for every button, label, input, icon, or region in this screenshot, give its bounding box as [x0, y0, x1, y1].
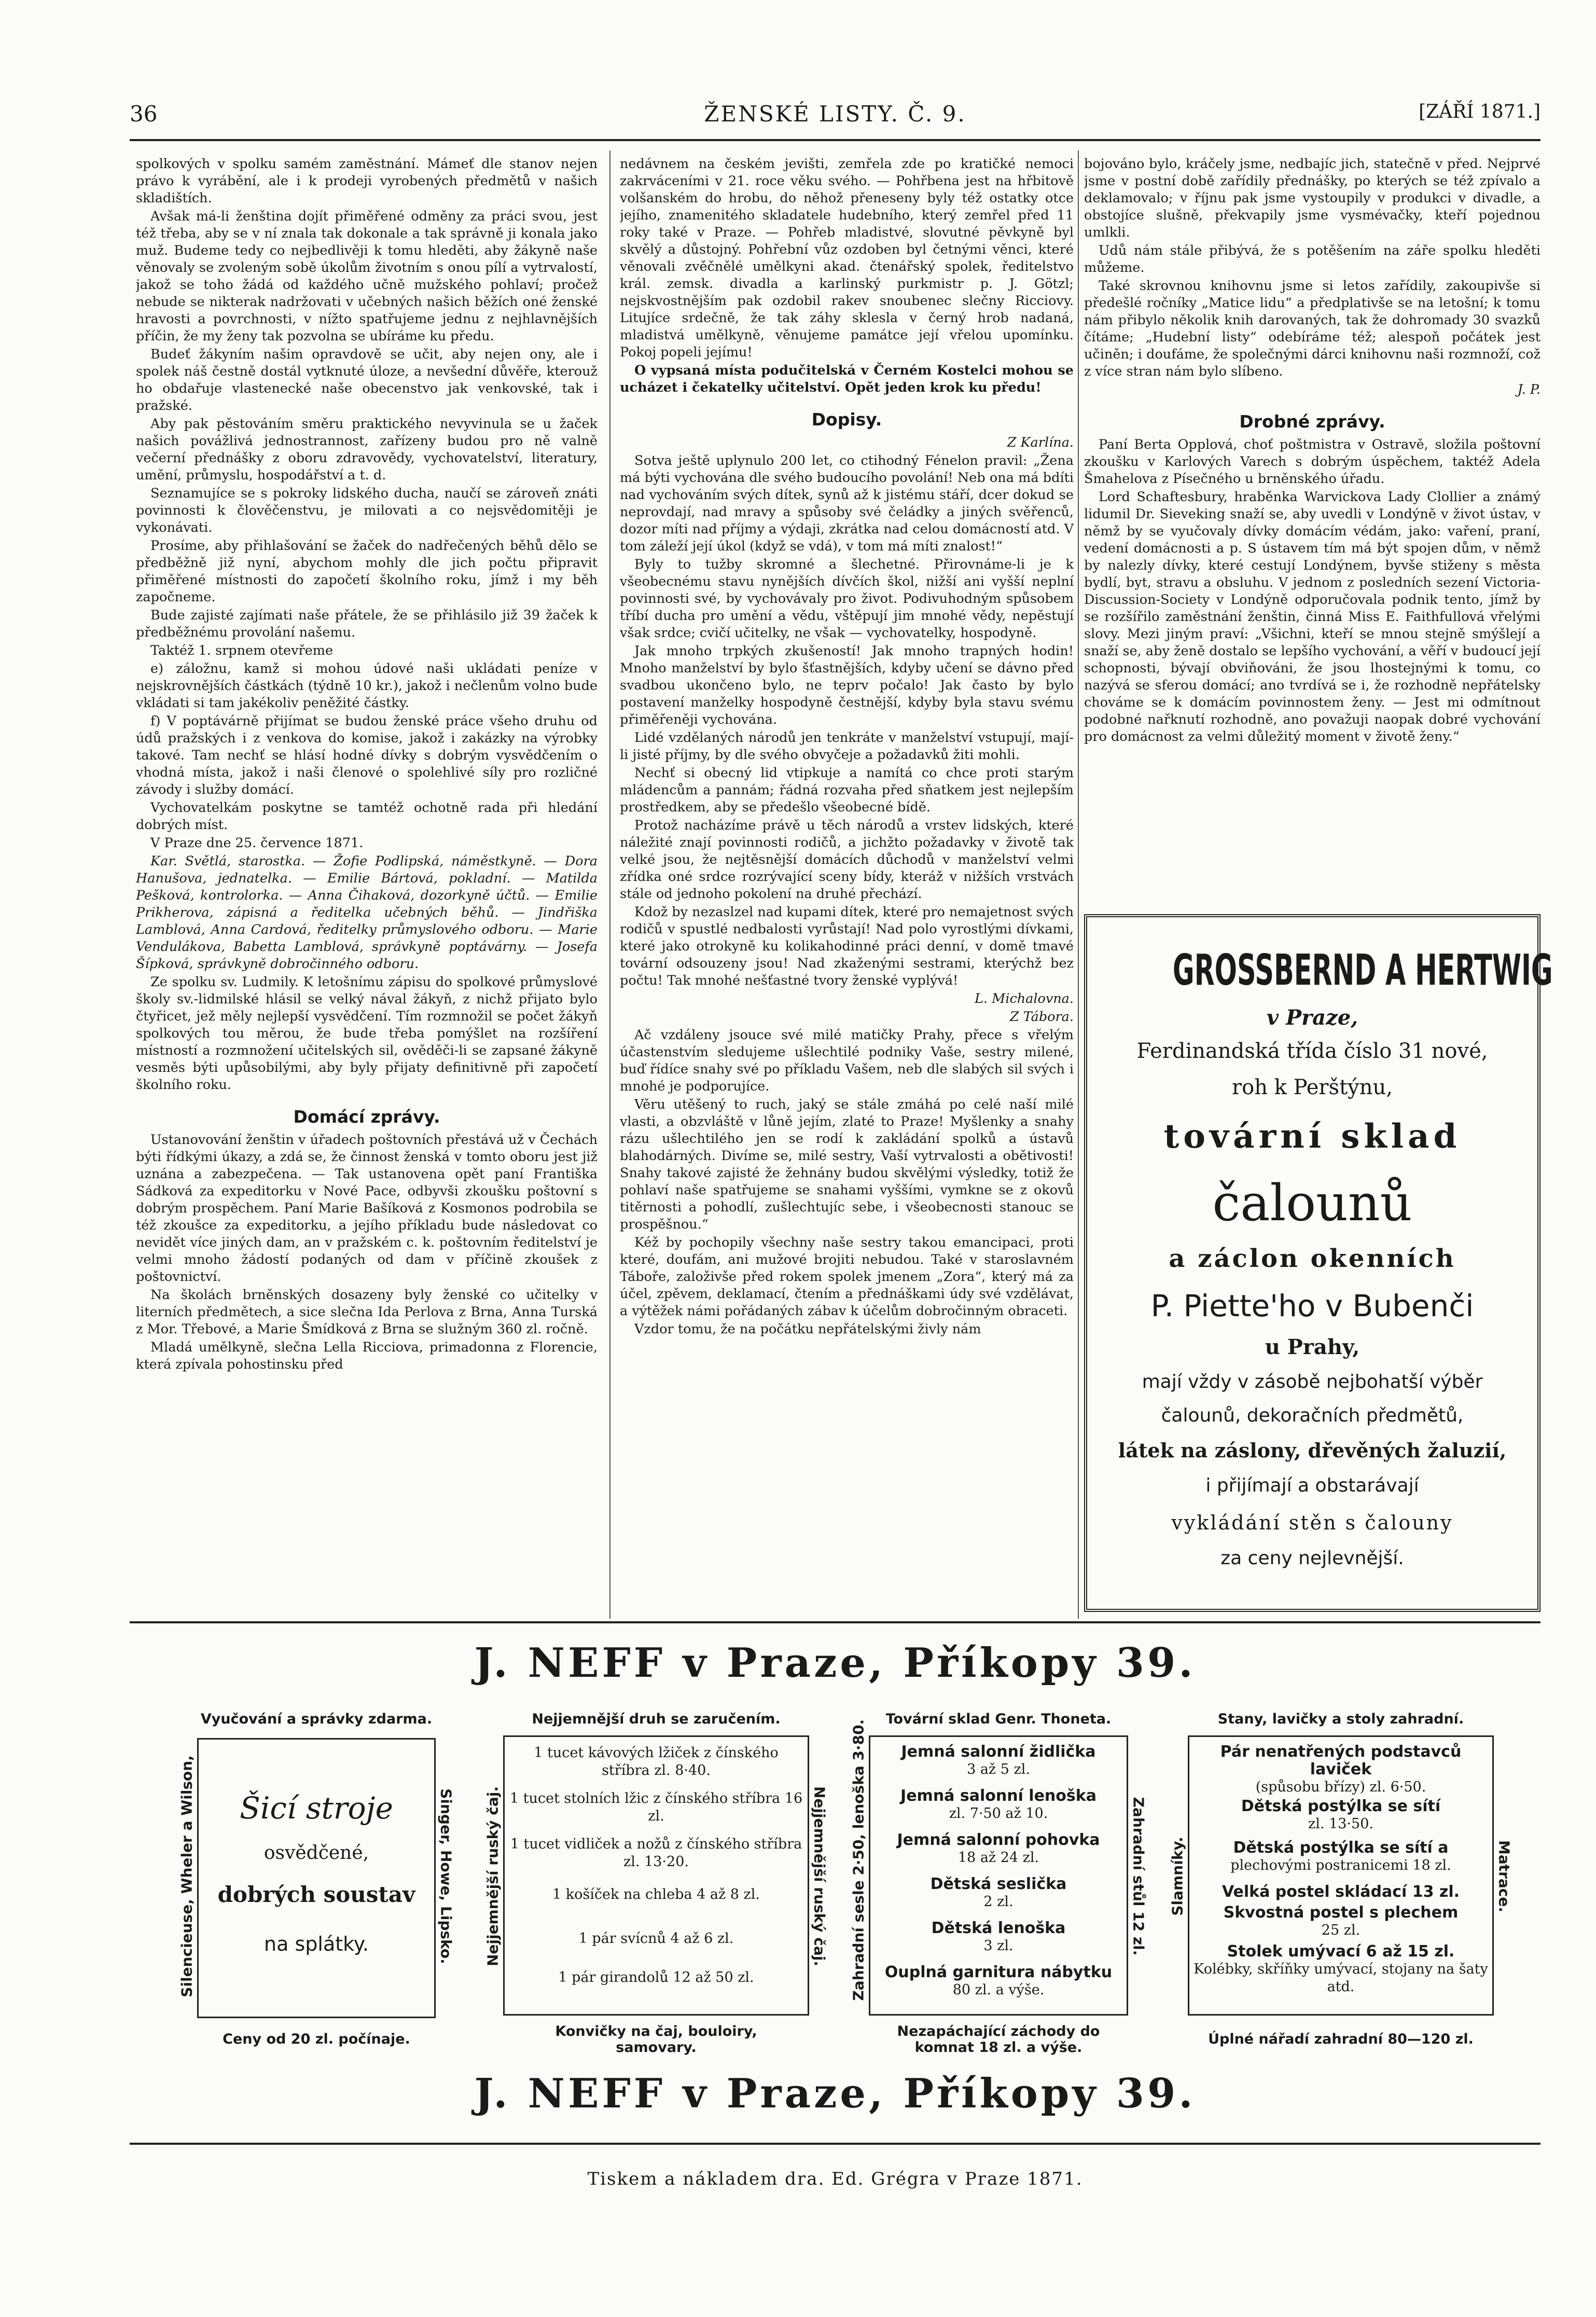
item-name: Dětská postýlka se sítí a — [1233, 1839, 1449, 1857]
item-price: 2 zl. — [983, 1894, 1014, 1910]
ad-line: za ceny nejlevnější. — [1220, 1548, 1404, 1569]
box-caption: Tovární sklad Genr. Thoneta. — [885, 1711, 1112, 1727]
letter-paragraph: Sotva ještě uplynulo 200 let, co ctihodný Fénelon pravil: „Žena má býti vychována dle svého budoucího povolání! Neb ona má bdíti nad vychováním svých dítek, synů až k jistému stáří, dcer dokud se neprovdají, nad mravy a spůsoby své čeládky a jiných svěřenců, dozor míti nad příjmy a výdaji, zkrátka nad celou domácností atd. V tom záleží její úkol (když se vdá), v tom má míti znalost!“ — [620, 453, 1074, 554]
box-line: osvědčené, — [263, 1842, 369, 1864]
box-caption: Ceny od 20 zl. počínaje. — [223, 2031, 410, 2047]
box-item: 1 tucet vidliček a nožů z čínského stříbra zl. 13·20. — [510, 1836, 802, 1870]
vertical-label: Zahradní stůl 12 zl. — [1130, 1797, 1147, 1956]
letter-paragraph: Kdož by nezaslzel nad kupami dítek, které pro nemajetnost svých rodičů v spustlé nedbalosti vyrůstají! Nad polo vyrostlými dívkami, které jako otrokyně ku kolikahodinné práci denní, v domě tmavé tovární odsouzeny jsou! Nad zkaženými sestrami, kterýchž bez počtu! Tak mnohé nešťastné tvory ženské vyplývá! — [620, 904, 1074, 988]
letter-signature: J. P. — [1517, 382, 1541, 397]
vertical-label: Matrace. — [1495, 1840, 1513, 1913]
page-title: ŽENSKÉ LISTY. Č. 9. — [704, 101, 966, 127]
box-item: 1 košíček na chleba 4 až 8 zl. — [552, 1886, 760, 1902]
item-price: zl. 7·50 až 10. — [949, 1805, 1048, 1822]
issue-date: [ZÁŘÍ 1871.] — [1419, 101, 1541, 122]
ad-city: v Praze, — [1266, 1005, 1358, 1030]
ad-line: látek na záslony, dřevěných žaluzií, — [1118, 1439, 1507, 1462]
ad-line: čalounů, dekoračních předmětů, — [1161, 1405, 1464, 1426]
column-1 — [136, 156, 598, 1613]
letter-signature: L. Michalovna. — [975, 991, 1074, 1006]
page-header — [130, 101, 1541, 132]
article-paragraph: O vypsaná místa podučitelská v Černém Kostelci mohou se ucházet i čekatelky učitelství. Opět jeden krok ku předu! — [620, 363, 1074, 395]
article-paragraph: bojováno bylo, kráčely jsme, nedbajíc jich, statečně v před. Nejprvé jsme v postní době zařídily přednášky, po kterých se též zpívalo a deklamovalo; v říjnu pak jsme vystoupily v produkci v divadle, a obstojíce slušně, překvapily jsme vysmévačky, kteří pojednou umlkli. — [1084, 156, 1541, 240]
item-price: 80 zl. a výše. — [952, 1982, 1045, 1998]
item-name: Jemná salonní pohovka — [897, 1831, 1100, 1849]
letter-paragraph: Nechť si obecný lid vtipkuje a namítá co chce proti starým mládencům a pannám; řádná rozvaha před sňatkem jest nejlepším prostředkem, aby se předešlo všeobecné bídě. — [620, 765, 1074, 815]
box-title: Šicí stroje — [240, 1790, 393, 1826]
item-name: Jemná salonní židlička — [901, 1743, 1096, 1761]
item-price: plechovými postranicemi 18 zl. — [1230, 1857, 1451, 1873]
article-paragraph: nedávnem na českém jevišti, zemřela zde po kratičké nemoci zakrváceními v 21. roce věku svého. — Pohřbena jest na hřbitově volšanském do hrobu, do něhož přeneseny byly též ostatky otce jejího, znamenitého skladatele hudebního, který zemřel před 11 roky také v Praze. — Pohřeb mladistvé, slovutné pěvkyně byl skvělý a důstojný. Pohřební vůz ozdoben byl četnými věnci, které věnovali zvěčnělé umělkyni akad. čtenářský spolek, ředitelstvo král. zemsk. divadla a karlinský purkmistr p. J. Götzl; nejskvostnějším pak ozdobil rakev snoubenec slečny Ricciovy. Litujíce srdečně, že tak záhy sklesla v černý hrob nadaná, mladistvá umělkyně, věnujeme památce její vřelou upomínku. Pokoj popeli jejímu! — [620, 156, 1074, 360]
letter-place: Z Tábora. — [1009, 1009, 1074, 1025]
column-2 — [620, 156, 1074, 1613]
box-item — [1193, 1904, 1489, 1939]
neff-box-silver — [477, 1707, 835, 2062]
box-item — [874, 1964, 1123, 1999]
neff-box-thonet — [843, 1707, 1154, 2062]
news-item: Paní Berta Opplová, choť poštmistra v Ostravě, složila poštovní zkoušku v Karlových Varech s dobrým úspěchem, taktéž Adela Šmahelova z Písečného u brněnského úřadu. — [1084, 437, 1541, 487]
article-paragraph: Také skrovnou knihovnu jsme si letos zařídily, zakoupivše si předešlé ročníky „Matice lidu“ a předplativše se na letošní; k tomu nám přibylo několik knih darovaných, tak že dohromady 30 svazků čítáme; „Hudební listy“ odebíráme též; alespoň počátek jest učiněn; i doufáme, že společnými dárci knihovnu naši rozmnoží, což z více stran nám bylo slíbeno. — [1084, 278, 1541, 379]
letter-paragraph: Ač vzdáleny jsouce své milé matičky Prahy, přece s vřelým účastenstvím sledujeme ušlechtilé podniky Vaše, sestry milené, buď řídíce snahy své po příkladu Vašem, neb dle slabých sil svých i mnohé je podporujíce. — [620, 1027, 1074, 1094]
letter-paragraph: Jak mnoho trpkých zkušeností! Jak mnoho trapných hodin! Mnoho manželství by bylo šťastnějších, kdyby učení se dávno před svadbou ukončeno bylo, ne teprv počalo! Jak často by bylo postavení manželky hospodyně čestnější, kdyby byla stavu svému přiměřeněji vychována. — [620, 643, 1074, 727]
item-name: Pár nenatřených podstavců laviček — [1220, 1743, 1462, 1778]
vertical-label: Zahradní sesle 2·50, lenoška 3·80. — [850, 1719, 867, 2001]
article-paragraph: Aby pak pěstováním směru praktického nevyvinula se u žaček našich povážlivá jednostrannost, zařízeny budou pro ně valně večerní přednášky z oboru zdravovědy, vychovatelství, literatury, umění, průmyslu, hospodářství a t. d. — [136, 416, 598, 483]
box-line: dobrých soustav — [217, 1882, 415, 1907]
article-paragraph: Prosíme, aby přihlašování se žaček do nadřečených běhů dělo se předběžně již nyní, abychom mohly dle jich počtu připravit přiměřené místnosti do započetí školního roku, jímž i my běh započneme. — [136, 538, 598, 605]
column-3 — [1084, 156, 1541, 898]
letter-paragraph: Vzdor tomu, že na počátku nepřátelskými živly nám — [634, 1321, 981, 1337]
item-price: 18 až 24 zl. — [957, 1850, 1039, 1866]
article-paragraph: V Praze dne 25. července 1871. — [150, 835, 364, 851]
section-title-letters: Dopisy. — [811, 409, 882, 430]
page-number: 36 — [130, 101, 158, 127]
item-price: 3 zl. — [983, 1938, 1014, 1954]
item-name: Velká postel skládací 13 zl. — [1222, 1883, 1460, 1901]
news-item: Lord Schaftesbury, hraběnka Warvickova Lady Clollier a známý lidumil Dr. Sieveking snaží se, aby uvedli v Londýně v život ústav, v němž by se vyučovaly dívky domácím védám, jako: vaření, praní, vedení domácnosti a p. S ústavem tím má být spojen dům, v němž by nalezly dívky, které cestují Londýnem, byvše stiženy s města bydlí, byt, stravu a obsluhu. V jednom z posledních sezení Victoria-Discussion-Society v Londýně odporučovala podnik tento, jímž by se rozšířilo zaměstnání ženštin, činná Miss E. Faithfullová vřelými slovy. Mezi jiným praví: „Všichni, kteří se mnou stejně smýšlejí a snaží se, aby ženě dostalo se lepšího vychování, a věří v budoucí její schopnosti, bývají obviňováni, že jsou lhostejnými k tomu, co nazývá se sferou domácí; ano tvrdívá se i, že rozhodně nepřátelsky chováme se k domácím povinnostem ženy. — Jest mi odmítnout podobné nařknutí rozhodně, ano považuji naopak dobré vychování pro domácnost za velmi důležitý moment v životě ženy.“ — [1084, 489, 1541, 744]
section-title-short-news: Drobné zprávy. — [1239, 411, 1385, 432]
neff-bottom-rule — [130, 2143, 1541, 2145]
box-item — [874, 1787, 1123, 1823]
item-price: zl. 13·50. — [1308, 1816, 1373, 1832]
article-paragraph: Udů nám stále přibývá, že s potěšením na záře spolku hleděti můžeme. — [1084, 243, 1541, 275]
letter-paragraph: Protož nacházíme právě u těch národů a vrstev lidských, které náležité znají povinnosti rodičů, a jichžto požadavky v životě tak velké jsou, že nejtěsnější domácích důchodů v manželství velmi zřídka oné srdce rozrývající sceny bídy, kteráž v nižších vrstvách stále od jednoho pokolení na druhé přechází. — [620, 818, 1074, 902]
ad-company: GROSSBERND A HERTWIG — [1172, 946, 1553, 995]
box-item — [1193, 1883, 1489, 1901]
letter-paragraph: Věru utěšený to ruch, jaký se stále zmáhá po celé naší milé vlasti, a obzvláště v lůně jejím, zlaté to Praze! Myšlenky a snahy rázu ušlechtilého jen se rodí k zakládání spolků a ústavů blahodárných. Divíme se, milé sestry, Vaší vytrvalosti a obětivosti! Snahy takové zajisté že žehnány budou skvělými výsledky, totiž že pohlaví naše spatřujeme se snahami vyššími, vymkne se z okovů titěrnosti a pohodlí, zušlechtujíc sebe, i všeobecnosti stanouc se prospěšnou.“ — [620, 1097, 1074, 1232]
box-item — [1193, 1743, 1489, 1796]
column-divider — [609, 150, 610, 1619]
box-item: 1 pár svícnů 4 až 6 zl. — [578, 1930, 734, 1947]
item-name: Dětská lenoška — [931, 1919, 1066, 1937]
article-paragraph: Budeť žákyním našim opravdově se učit, aby nejen ony, ale i spolek náš čestně dostál vytknuté úloze, a nevšední důvěře, kterouž ho obdařuje vlastenecké naše obecenstvo jak venkovské, tak i pražské. — [136, 347, 598, 413]
box-caption: Vyučování a správky zdarma. — [200, 1711, 433, 1727]
article-paragraph: Vychovatelkám poskytne se tamtéž ochotně rada při hledání dobrých míst. — [136, 800, 598, 833]
signatories: Kar. Světlá, starostka. — Žofie Podlipská, náměstkyně. — Dora Hanušova, jednatelka. — Emilie Bártová, pokladní. — Matilda Pešková, kontrolorka. — Anna Čihaková, dozorkyně účtů. — Emilie Prikherova, zápisná a ředitelka učebných běhů. — Jindřiška Lamblová, Anna Cardová, ředitelky průmyslového odboru. — Marie Vendulákova, Babetta Lamblová, správkyně poptávárny. — Josefa Šípková, správkyně dobročinného odboru. — [136, 853, 598, 972]
header-rule — [130, 139, 1541, 141]
ad-line: i přijímají a obstarávají — [1205, 1475, 1419, 1496]
box-item — [874, 1831, 1123, 1867]
item-name: Jemná salonní lenoška — [900, 1787, 1097, 1805]
item-price: 3 až 5 zl. — [967, 1761, 1030, 1777]
ad-branch-city: u Prahy, — [1265, 1335, 1360, 1359]
letter-paragraph: Kéž by pochopily všechny naše sestry takou emancipaci, proti které, doufám, ani mužové brojiti nebudou. Také v staroslavném Táboře, založivše před rokem spolek jmenem „Zora“, který má za účel, zpěvem, deklamací, čtením a přednáškami údy své vzdělávat, a výtěžek námi pořádaných zábav k účelům dobročinným obraceti. — [620, 1235, 1074, 1319]
item-price: Kolébky, skříňky umývací, stojany na šaty atd. — [1193, 1961, 1488, 1995]
box-caption: Nezapáchající záchody do komnat 18 zl. a výše. — [897, 2023, 1100, 2056]
article-paragraph: Ze spolku sv. Ludmily. K letošnímu zápisu do spolkové průmyslové školy sv.-lidmilské hlásil se velký nával žákyň, z nichž přijato bylo čtyřicet, jež měly nejlepší vysvědčení. Tím rozmnožil se počet žákyň spolkových tou měrou, že bude třeba pomýšlet na rozšíření místností a rozmnožení učitelských sil, ověděči-li se zapsané žákyně vesměs býti upůsobilými, aby byly přijaty definitivně při započetí školního roku. — [136, 974, 598, 1093]
letter-paragraph: Lidé vzdělaných národů jen tenkráte v manželství vstupují, mají-li jisté příjmy, by dle svého obvyčeje a požadavků žiti mohli. — [620, 730, 1074, 763]
box-item — [874, 1875, 1123, 1911]
news-item: Mladá umělkyně, slečna Lella Ricciova, primadonna z Florencie, která zpívala pohostinsku před — [136, 1340, 598, 1372]
column-divider — [1078, 150, 1079, 1619]
box-item — [1193, 1839, 1489, 1874]
item-name: Skvostná postel s plechem — [1223, 1904, 1459, 1922]
item-name: Stolek umývací 6 až 15 zl. — [1227, 1942, 1455, 1961]
neff-box-sewing — [171, 1707, 462, 2062]
news-item: Ustanovování ženštin v úřadech poštovních přestává už v Čechách býti řídkými úkazy, a zdá se, že činnost ženská v tomto oboru jest již uznána a zabezpečena. — Tak ustanovena opět paní Františka Sádková za expeditorku v Nové Pace, odbyvši zkoušku poštovní s dobrým prospěchem. Paní Marie Bašíková z Kosmonos podrobila se též zkoušce za expeditorku, a jejího příkladu bude následovat co nevidět více jiných dam, an v pražském c. k. poštovním ředitelství je velmi mnoho žádostí podaných od dam v příčině zkoušek z poštovnictví. — [136, 1132, 598, 1285]
ad-line: mají vždy v zásobě nejbohatší výběr — [1142, 1371, 1483, 1392]
item-name: Dětská postýlka se sítí — [1241, 1797, 1441, 1815]
neff-headline: J. NEFF v Praze, Příkopy 39. — [474, 1639, 1196, 1687]
ad-product: čalounů — [1212, 1174, 1412, 1232]
box-item: 1 tucet stolních lžic z čínského stříbra 16 zl. — [509, 1790, 803, 1824]
neff-box-garden — [1162, 1707, 1520, 2062]
printer-imprint: Tiskem a nákladem dra. Ed. Grégra v Praze 1871. — [587, 2169, 1083, 2189]
ad-warehouse: tovární sklad — [1163, 1117, 1461, 1156]
vertical-label: Nejjemnější ruský čaj. — [484, 1786, 502, 1967]
box-caption: Nejjemnější druh se zaručením. — [532, 1711, 781, 1727]
box-item — [874, 1743, 1123, 1778]
item-name: Ouplná garnitura nábytku — [884, 1963, 1113, 1981]
letter-place: Z Karlína. — [1007, 435, 1074, 450]
box-item — [874, 1920, 1123, 1955]
ad-branch: P. Piette'ho v Bubenči — [1150, 1288, 1474, 1323]
neff-top-rule — [130, 1621, 1541, 1623]
box-item: 1 pár girandolů 12 až 50 zl. — [558, 1969, 754, 1985]
item-name: Dětská seslička — [930, 1875, 1067, 1893]
article-paragraph: Avšak má-li ženština dojít přiměřené odměny za práci svou, jest též třeba, aby se v ní znala tak dokonale a tak správně ji konala jako muž. Budeme tedy co nejbedlivěji k tomu hleděti, aby žákyně naše věnovaly se zvoleným sobě úkolům životním s onou pílí a vytrvalostí, jakož se toho žádá od každého učně mužského pohlaví; pročež nebude se nikterak nadržovati v učebných našich běžích oné ženské hravosti a povrchnosti, v nížto spatřujeme jednu z nejhlavnějších příčin, že my ženy tak pozvolna se ubíráme ku předu. — [136, 209, 598, 344]
box-caption: Úplné nářadí zahradní 80—120 zl. — [1208, 2031, 1474, 2047]
box-item — [1193, 1943, 1489, 1996]
letter-paragraph: Byly to tužby skromné a šlechetné. Přirovnáme-li je k všeobecnému stavu nynějších dívčích škol, nižší ani vyšší neplní povinnosti své, by vychovávaly pro život. Podivuhodným spůsobem tříbí ducha pro umění a vědu, vštěpují jim mnohé vědy, nepěstují však srdce; cvičí učitelky, ne však — vychovatelky, hospodyně. — [620, 557, 1074, 641]
box-item: 1 tucet kávových lžiček z čínského stříbra zl. 8·40. — [534, 1745, 779, 1778]
article-paragraph: Taktéž 1. srpnem otevřeme — [150, 643, 334, 658]
section-title-domestic: Domácí zprávy. — [293, 1107, 440, 1127]
article-paragraph: e) záložnu, kamž si mohou údové naši ukládati peníze v nejskrovnějších částkách (týdně 10 kr.), jakož i nečlenům volno bude vkládati si tam jakékoliv peněžité částky. — [136, 661, 598, 711]
vertical-label: Nejjemnější ruský čaj. — [811, 1786, 828, 1967]
item-price: (spůsobu břízy) zl. 6·50. — [1255, 1779, 1426, 1795]
article-paragraph: Bude zajisté zajímati naše přátele, že se přihlásilo již 39 žaček k předběžnému provolání našemu. — [136, 608, 598, 640]
vertical-label: Silencieuse, Wheler a Wilson, — [178, 1755, 196, 1997]
article-paragraph: spolkových v spolku samém zaměstnání. Mámeť dle stanov nejen právo k vyrábění, ale i k prodeji vyrobených předmětů v našich skladištích. — [136, 156, 598, 206]
ad-corner: roh k Perštýnu, — [1232, 1075, 1393, 1099]
advertisement-grossbernd — [1084, 914, 1553, 1612]
box-item — [1193, 1798, 1489, 1833]
article-paragraph: Seznamujíce se s pokroky lidského ducha, naučí se zároveň znáti povinnosti k člověčenstvu, je milovati a co nejsvědomitěji je vykonávati. — [136, 486, 598, 535]
news-item: Na školách brněnských dosazeny byly ženské co učitelky v literních předmětech, a sice slečna Ida Perlova z Brna, Anna Turská z Mor. Třebové, a Marie Šmídková z Brna se služným 360 zl. ročně. — [136, 1287, 598, 1337]
vertical-label: Slamníky. — [1169, 1837, 1186, 1916]
box-caption: Konvičky na čaj, bouloiry, samovary. — [555, 2023, 757, 2056]
ad-curtains: a záclon okenních — [1169, 1244, 1456, 1273]
neff-footer-headline: J. NEFF v Praze, Příkopy 39. — [474, 2070, 1196, 2117]
vertical-label: Singer, Howe, Lipsko. — [437, 1788, 455, 1964]
ad-address: Ferdinandská třída číslo 31 nové, — [1136, 1039, 1488, 1063]
item-price: 25 zl. — [1321, 1922, 1361, 1938]
ad-line: vykládání stěn s čalouny — [1171, 1511, 1453, 1534]
article-paragraph: f) V poptávárně přijímat se budou ženské práce všeho druhu od údů pražských i z venkova do komise, jakož i zakázky na výrobky takové. Tam nechť se hlásí hodné dívky s dobrým vysvědčením o vhodná místa, jakož i naši členové o spolehlivé síly pro rozličné závody i služby domácí. — [136, 713, 598, 797]
box-caption: Stany, lavičky a stoly zahradní. — [1217, 1711, 1464, 1727]
box-line: na splátky. — [264, 1933, 369, 1955]
